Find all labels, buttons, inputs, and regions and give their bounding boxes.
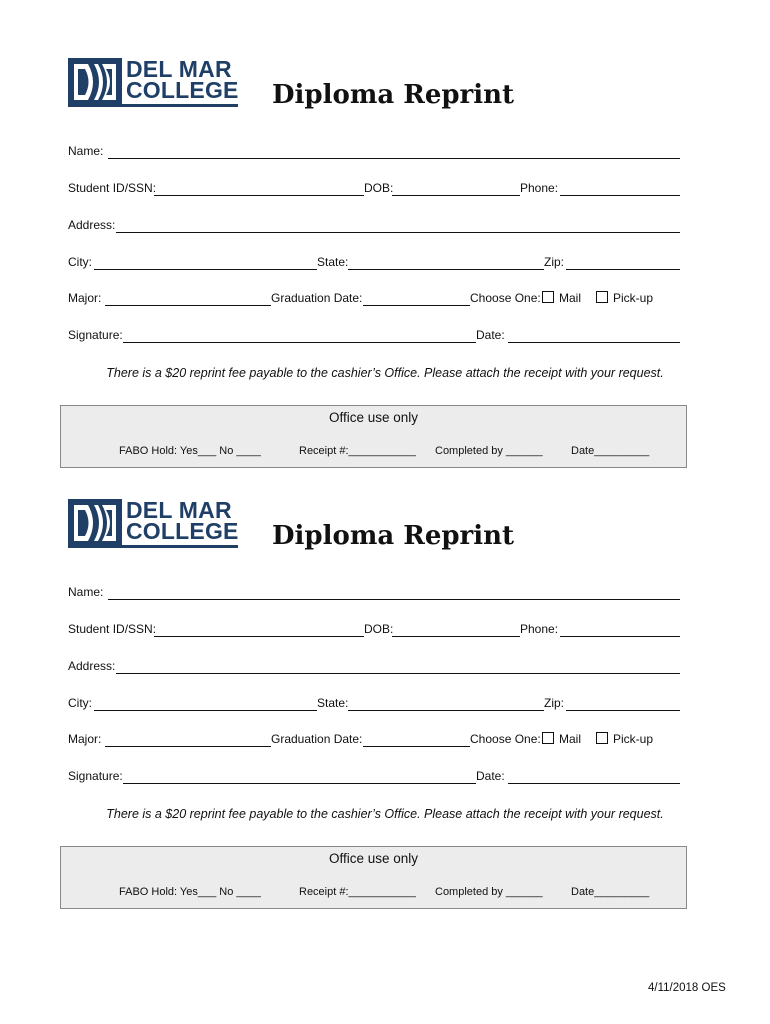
state-field[interactable] [348,710,544,711]
dob-field[interactable] [392,195,520,196]
logo-word-college: COLLEGE [126,518,239,544]
address-row [68,657,680,677]
signature-field[interactable] [123,342,476,343]
name-field[interactable] [108,158,680,159]
graduation-date-field[interactable] [363,746,470,747]
name-field[interactable] [108,599,680,600]
logo-underline [68,104,238,107]
mail-label: Mail [559,732,582,746]
major-row [68,730,680,750]
fee-note: There is a $20 reprint fee payable to the cashier’s Office. Please attach the receipt with your request. [106,366,664,380]
office-date: Date_________ [571,886,650,898]
address-label: Address: [68,218,116,232]
graduation-date-field[interactable] [363,305,470,306]
choose-one-label: Choose One: [470,732,541,746]
major-label: Major: [68,291,102,305]
address-row [68,216,680,236]
pickup-label: Pick-up [613,291,654,305]
mail-checkbox[interactable] [542,291,554,303]
pickup-checkbox[interactable] [596,291,608,303]
diploma-reprint-form-1 [0,0,770,457]
major-field[interactable] [105,305,271,306]
logo-mark-icon [68,58,122,106]
del-mar-college-logo [68,58,240,108]
phone-label: Phone: [520,622,559,636]
logo-mark-icon [68,499,122,547]
date-label: Date: [476,328,505,342]
name-label: Name: [68,144,104,158]
phone-label: Phone: [520,181,559,195]
graduation-date-label: Graduation Date: [271,732,363,746]
name-row [68,142,680,162]
del-mar-college-logo [68,499,240,549]
student-id-row [68,620,680,640]
logo-word-del-mar: DEL MAR [126,56,232,82]
completed-by: Completed by ______ [435,445,543,457]
student-id-label: Student ID/SSN: [68,622,157,636]
major-row [68,289,680,309]
graduation-date-label: Graduation Date: [271,291,363,305]
name-label: Name: [68,585,104,599]
logo-underline [68,545,238,548]
office-date: Date_________ [571,445,650,457]
major-field[interactable] [105,746,271,747]
major-label: Major: [68,732,102,746]
city-row [68,253,680,273]
dob-label: DOB: [364,622,394,636]
city-field[interactable] [94,269,317,270]
state-field[interactable] [348,269,544,270]
student-id-label: Student ID/SSN: [68,181,157,195]
completed-by: Completed by ______ [435,886,543,898]
footer-date-code: 4/11/2018 OES [648,982,726,994]
receipt-number: Receipt #:___________ [299,886,416,898]
logo-word-del-mar: DEL MAR [126,497,232,523]
date-field[interactable] [508,342,680,343]
city-row [68,694,680,714]
logo-word-college: COLLEGE [126,77,239,103]
name-row [68,583,680,603]
diploma-reprint-form-2 [0,441,770,898]
dob-label: DOB: [364,181,394,195]
signature-field[interactable] [123,783,476,784]
zip-field[interactable] [566,710,680,711]
city-label: City: [68,255,92,269]
fee-note: There is a $20 reprint fee payable to the cashier’s Office. Please attach the receipt with your request. [106,807,664,821]
state-label: State: [317,255,349,269]
pickup-checkbox[interactable] [596,732,608,744]
mail-checkbox[interactable] [542,732,554,744]
city-field[interactable] [94,710,317,711]
form-title: Diploma Reprint [272,80,515,110]
receipt-number: Receipt #:___________ [299,445,416,457]
form-title: Diploma Reprint [272,521,515,551]
phone-field[interactable] [560,195,680,196]
signature-row [68,326,680,346]
signature-row [68,767,680,787]
address-field[interactable] [116,673,680,674]
address-field[interactable] [116,232,680,233]
state-label: State: [317,696,349,710]
student-id-field[interactable] [154,195,364,196]
student-id-field[interactable] [154,636,364,637]
choose-one-label: Choose One: [470,291,541,305]
fabo-hold: FABO Hold: Yes___ No ____ [119,445,261,457]
city-label: City: [68,696,92,710]
signature-label: Signature: [68,769,123,783]
mail-label: Mail [559,291,582,305]
date-field[interactable] [508,783,680,784]
pickup-label: Pick-up [613,732,654,746]
address-label: Address: [68,659,116,673]
signature-label: Signature: [68,328,123,342]
office-use-title: Office use only [328,851,419,866]
phone-field[interactable] [560,636,680,637]
dob-field[interactable] [392,636,520,637]
zip-label: Zip: [544,696,565,710]
date-label: Date: [476,769,505,783]
student-id-row [68,179,680,199]
office-use-box [60,846,687,909]
office-use-title: Office use only [328,410,419,425]
zip-field[interactable] [566,269,680,270]
zip-label: Zip: [544,255,565,269]
fabo-hold: FABO Hold: Yes___ No ____ [119,886,261,898]
